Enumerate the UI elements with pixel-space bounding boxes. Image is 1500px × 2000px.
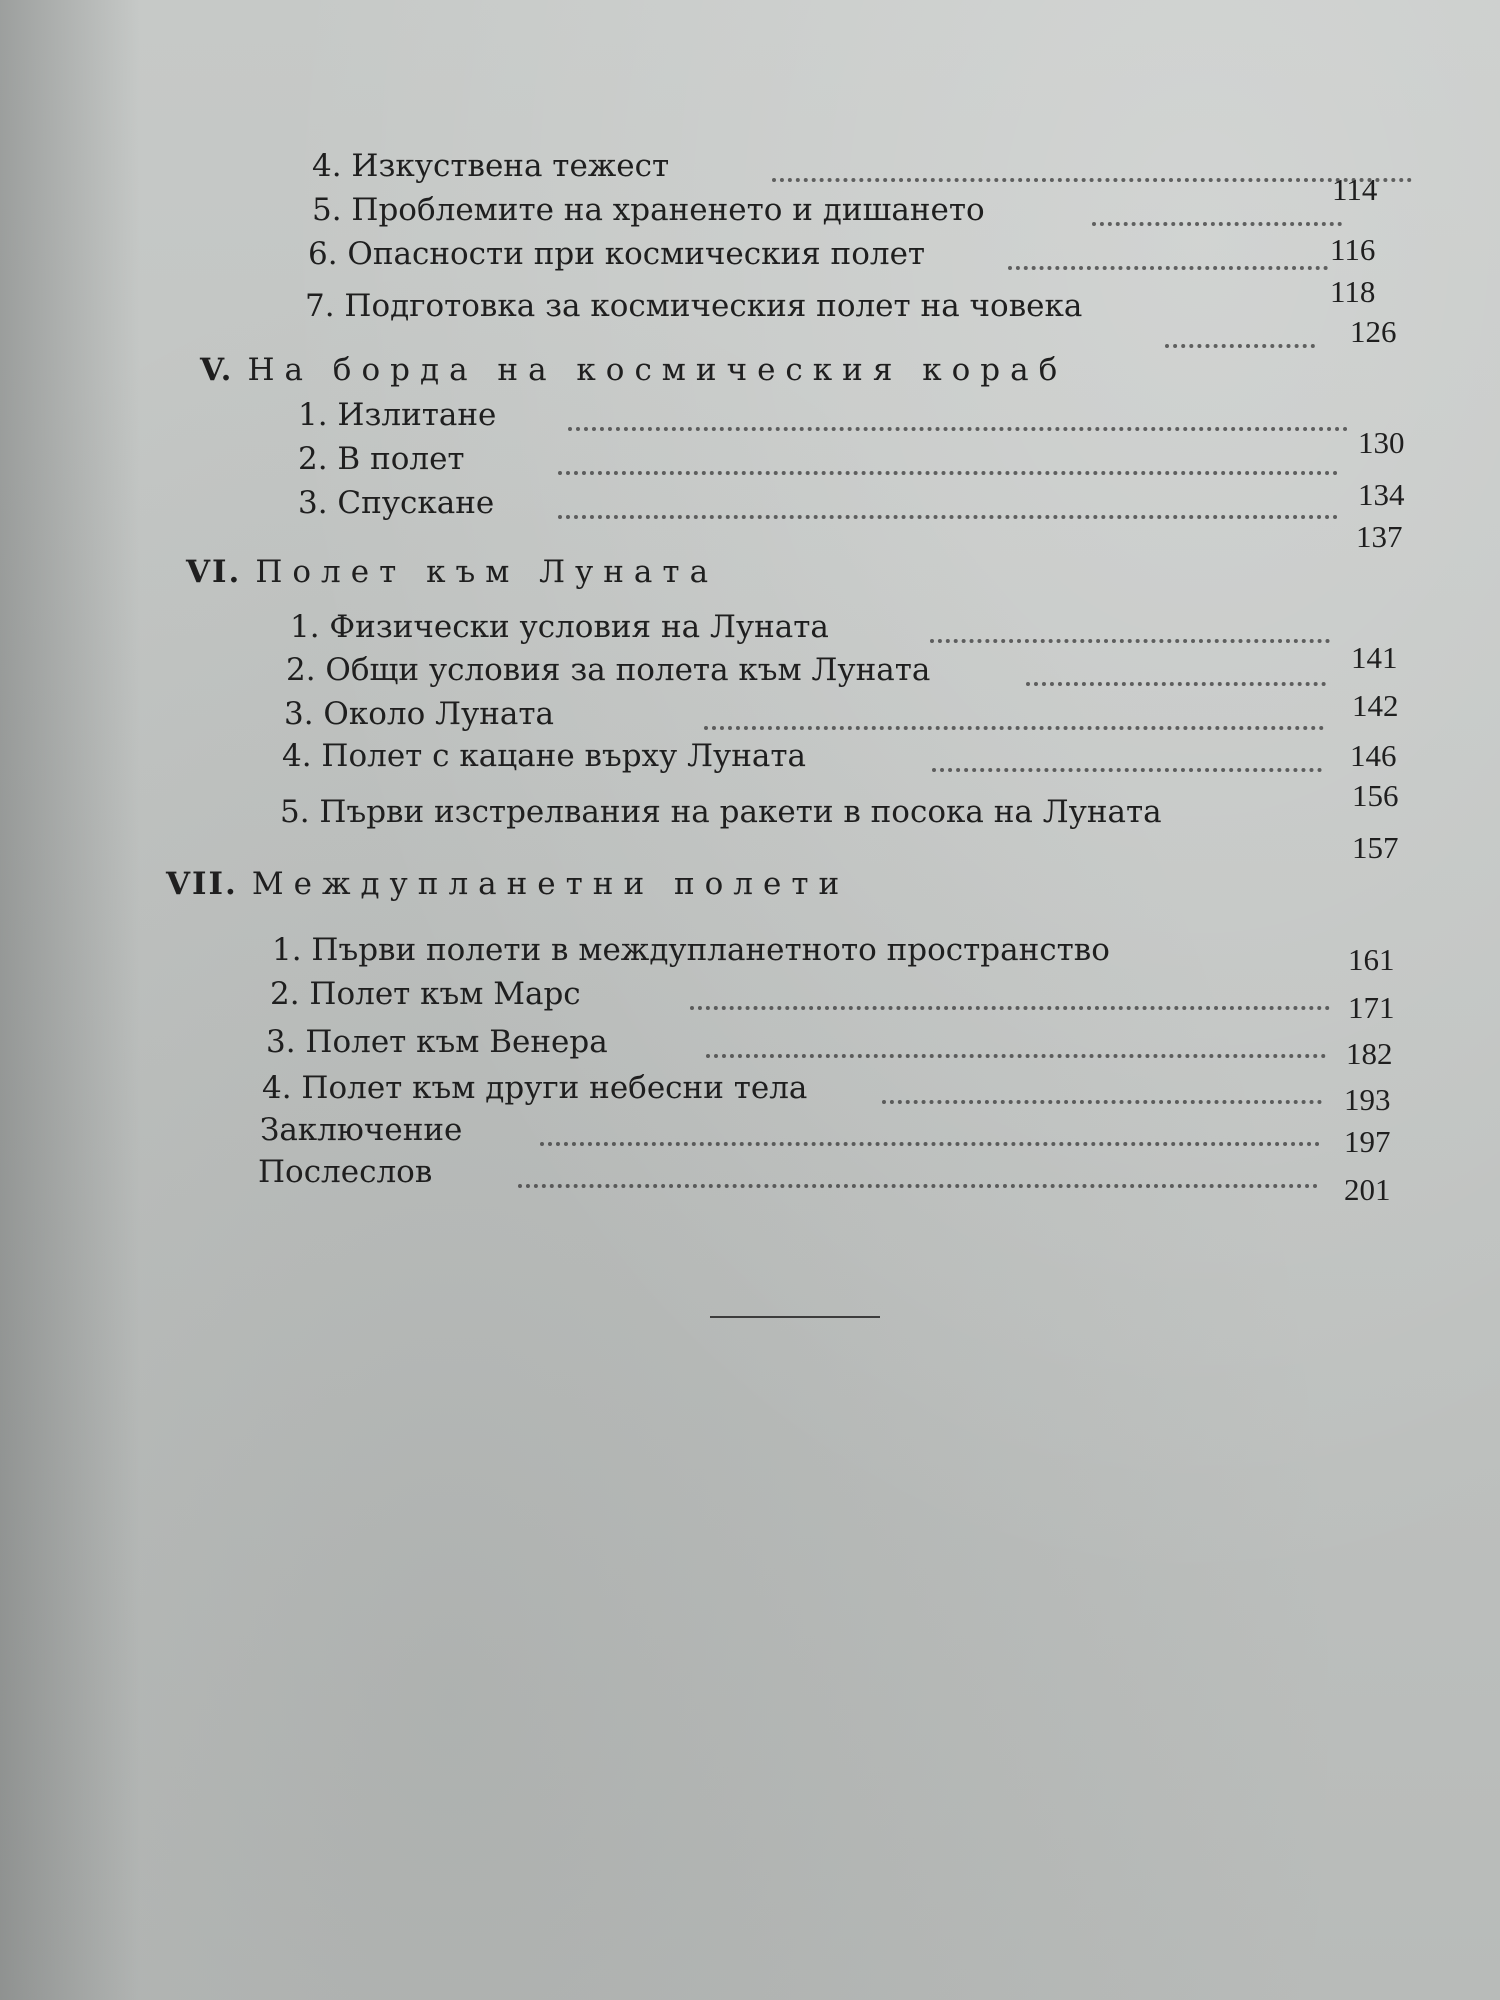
toc-page-number: 126 bbox=[1350, 314, 1397, 349]
toc-page-number: 134 bbox=[1358, 477, 1405, 512]
toc-dot-leader bbox=[932, 724, 1322, 772]
toc-entry bbox=[308, 232, 1408, 276]
toc-entry-title: 4. Полет към други небесни тела bbox=[262, 1070, 808, 1106]
toc-dot-leader bbox=[568, 383, 1348, 431]
toc-entry bbox=[280, 816, 1410, 865]
toc-dot-leader bbox=[1092, 178, 1342, 226]
toc-page-number: 137 bbox=[1356, 519, 1403, 554]
toc-entry-title: 2. Общи условия за полета към Луната bbox=[286, 652, 931, 688]
chapter-number: VII. bbox=[166, 866, 238, 902]
chapter-title: Междупланетни полети bbox=[251, 866, 850, 902]
toc-page-number: 130 bbox=[1358, 425, 1405, 460]
toc-page-number: 146 bbox=[1350, 738, 1397, 773]
toc-dot-leader bbox=[706, 1010, 1326, 1058]
toc-entry-title: 5. Проблемите на храненето и дишането bbox=[312, 192, 985, 228]
toc-entry-title: Заключение bbox=[260, 1112, 463, 1148]
toc-dot-leader bbox=[1008, 222, 1328, 270]
toc-dot-leader bbox=[1026, 638, 1326, 686]
toc-page-number: 161 bbox=[1348, 942, 1395, 977]
toc-page-number: 141 bbox=[1351, 640, 1398, 675]
toc-entry-title: 7. Подготовка за космическия полет на човека bbox=[305, 288, 1083, 324]
toc-entry-title: 4. Полет с кацане върху Луната bbox=[282, 738, 807, 774]
toc-entry-title: 1. Първи полети в междупланетното пространство bbox=[272, 932, 1110, 968]
toc-page-number: 114 bbox=[1332, 172, 1378, 207]
toc-dot-leader bbox=[882, 1056, 1322, 1104]
chapter-number: VI. bbox=[186, 554, 242, 590]
chapter-heading bbox=[186, 550, 718, 594]
toc-entry-title: 2. Полет към Марс bbox=[270, 976, 581, 1012]
toc-page-number: 197 bbox=[1344, 1124, 1391, 1159]
toc-entry-title: 2. В полет bbox=[298, 441, 465, 477]
toc-page-number: 171 bbox=[1348, 990, 1395, 1025]
toc-dot-leader bbox=[930, 595, 1330, 643]
toc-entry-title: 3. Около Луната bbox=[284, 696, 554, 732]
chapter-title: Полет към Луната bbox=[255, 554, 719, 590]
toc-dot-leader bbox=[558, 427, 1338, 475]
toc-dot-leader bbox=[518, 1140, 1318, 1188]
chapter-number: V. bbox=[200, 352, 234, 388]
toc-entry-title: 1. Физически условия на Луната bbox=[290, 609, 829, 645]
toc-entry-title: 3. Полет към Венера bbox=[266, 1024, 608, 1060]
toc-dot-leader bbox=[704, 682, 1324, 730]
toc-dot-leader bbox=[690, 962, 1330, 1010]
toc-entry-title: 5. Първи изстрелвания на ракети в посока на Луната bbox=[280, 794, 1162, 830]
toc-dot-leader bbox=[540, 1098, 1320, 1146]
toc-page-number: 116 bbox=[1330, 232, 1376, 267]
toc-page-number: 193 bbox=[1344, 1082, 1391, 1117]
toc-dot-leader bbox=[558, 471, 1338, 519]
toc-page-number: 142 bbox=[1352, 688, 1399, 723]
toc-entry bbox=[282, 734, 1402, 778]
toc-entry-title: Послеслов bbox=[258, 1154, 433, 1190]
toc-page-number: 182 bbox=[1346, 1036, 1393, 1071]
toc-entry-title: 1. Излитане bbox=[298, 397, 497, 433]
toc-entry-title: 4. Изкуствена тежест bbox=[312, 148, 670, 184]
closing-rule bbox=[710, 1316, 880, 1318]
toc-entry bbox=[258, 1150, 1391, 1207]
toc-entry-title: 6. Опасности при космическия полет bbox=[308, 236, 926, 272]
toc-dot-leader bbox=[772, 134, 1412, 182]
chapter-heading bbox=[166, 862, 849, 906]
toc-page-number: 118 bbox=[1330, 274, 1376, 309]
toc-page-number: 201 bbox=[1344, 1172, 1391, 1207]
toc-dot-leader bbox=[1165, 300, 1315, 348]
toc-page-number: 157 bbox=[1352, 830, 1399, 865]
toc-page-number: 156 bbox=[1352, 778, 1399, 813]
chapter-title: На борда на космическия кораб bbox=[247, 352, 1068, 388]
toc-entry-title: 3. Спускане bbox=[298, 485, 495, 521]
